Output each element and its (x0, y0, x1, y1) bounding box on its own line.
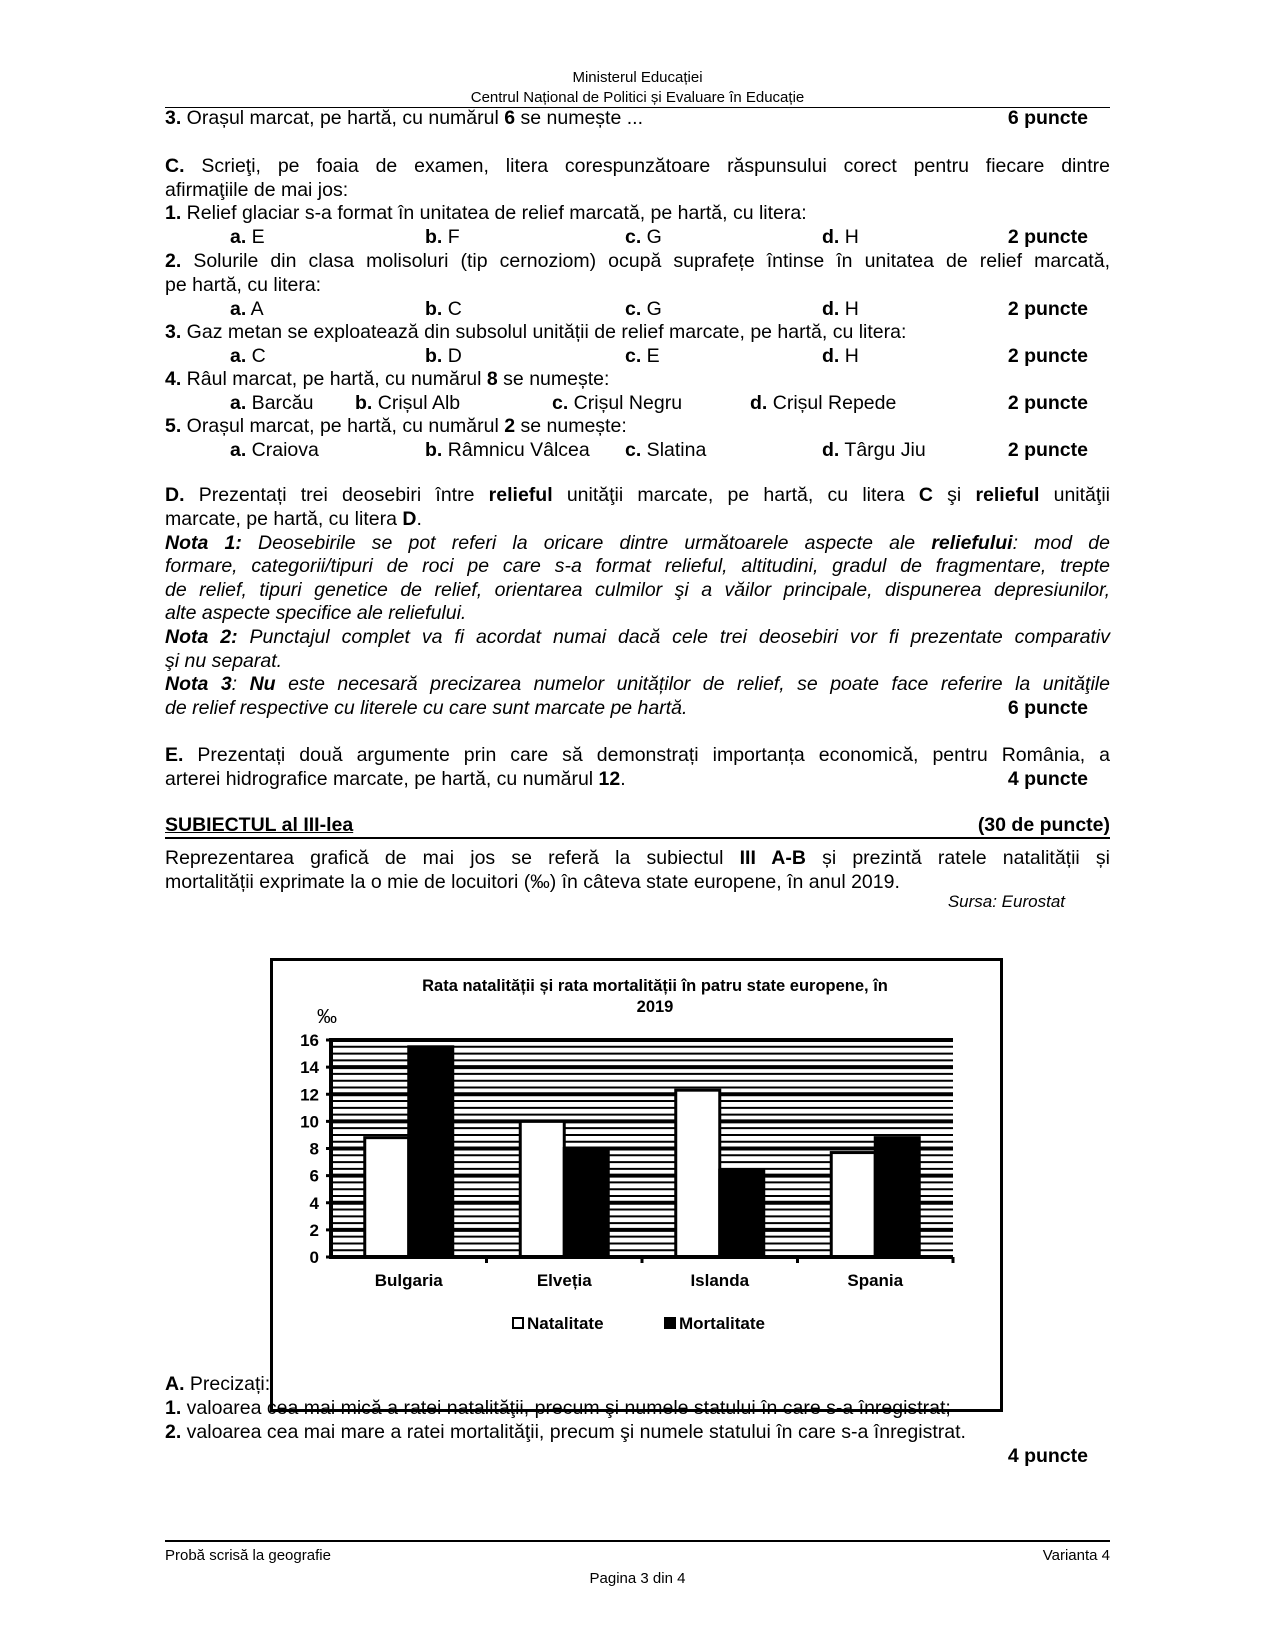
option-d: d. Crișul Repede (750, 392, 897, 414)
option-d: d. Târgu Jiu (822, 439, 926, 461)
option-d: d. H (822, 226, 859, 248)
section-d-task: D. Prezentați trei deosebiri între relieful unităţii marcate, pe hartă, cu litera C şi relieful unităţii (165, 484, 1110, 506)
x-tick-label: Islanda (690, 1271, 750, 1290)
y-tick-label: 8 (309, 1139, 319, 1159)
section-d-task-line2: marcate, pe hartă, cu litera D. (165, 508, 422, 530)
chart-frame (270, 958, 1003, 1412)
points: 4 puncte (1007, 1445, 1088, 1467)
bar-mortalitate-bulgaria (409, 1047, 453, 1257)
chart-title-line2: 2019 (636, 998, 674, 1016)
points: 6 puncte (1007, 697, 1088, 719)
nota-3: Nota 3: Nu este necesară precizarea numelor unităților de relief, se poate face referire la unităţile (165, 673, 1110, 695)
option-c: c. G (625, 298, 662, 320)
points: 2 puncte (1007, 226, 1088, 248)
header-ministry: Ministerul Educației (572, 69, 703, 86)
option-b: b. F (425, 226, 460, 248)
header-center: Centrul Național de Politici și Evaluare în Educație (470, 89, 805, 106)
question-a3-1: 1. valoarea cea mai mică a ratei natalităţii, precum şi numele statului în care s-a înregistrat; (165, 1397, 951, 1419)
footer-left: Probă scrisă la geografie (165, 1547, 331, 1564)
option-a: a. Barcău (230, 392, 314, 414)
legend-label-mortalitate: Mortalitate (679, 1314, 765, 1333)
legend-swatch-natalitate (513, 1318, 523, 1328)
y-tick-label: 0 (309, 1248, 319, 1267)
option-d: d. H (822, 298, 859, 320)
points: 2 puncte (1007, 439, 1088, 461)
nota-1-line4: alte aspecte specifice ale reliefului. (165, 602, 467, 624)
question-c4: 4. Râul marcat, pe hartă, cu numărul 8 se numește: (165, 368, 610, 390)
question-c2: 2. Solurile din clasa molisoluri (tip cernoziom) ocupă suprafețe întinse în unitatea de relief marcată, (165, 250, 1110, 272)
option-a: a. E (230, 226, 265, 248)
points: 2 puncte (1007, 345, 1088, 367)
bar-chart (273, 961, 1000, 1409)
option-c: c. Slatina (625, 439, 707, 461)
question-c1: 1. Relief glaciar s-a format în unitatea de relief marcată, pe hartă, cu litera: (165, 202, 807, 224)
y-tick-label: 16 (300, 1031, 319, 1050)
option-a: a. Craiova (230, 439, 319, 461)
y-tick-label: 6 (309, 1166, 319, 1186)
nota-1-line2: formare, categorii/tipuri de roci pe care s-a format relieful, altitudini, gradul de fragmentare, trepte (165, 555, 1110, 577)
y-tick-label: 2 (309, 1220, 319, 1240)
section-c-intro-line2: afirmaţiile de mai jos: (165, 179, 349, 201)
bar-natalitate-islanda (676, 1090, 720, 1257)
section-a3-label: A. Precizați: (165, 1373, 271, 1395)
question-c5: 5. Orașul marcat, pe hartă, cu numărul 2 se numește: (165, 415, 627, 437)
legend-swatch-mortalitate (665, 1318, 675, 1328)
bar-mortalitate-islanda (720, 1170, 764, 1257)
footer-rule (165, 1540, 1110, 1542)
nota-2: Nota 2: Punctajul complet va fi acordat numai dacă cele trei deosebiri vor fi prezentate comparativ (165, 626, 1110, 648)
subject-3-intro-line2: mortalității exprimate la o mie de locuitori (‰) în câteva state europene, în anul 2019. (165, 871, 900, 893)
subject-3-points: (30 de puncte) (977, 814, 1110, 836)
question-c3: 3. Gaz metan se exploatează din subsolul unității de relief marcate, pe hartă, cu litera: (165, 321, 907, 343)
option-c: c. Crișul Negru (552, 392, 683, 414)
option-b: b. D (425, 345, 462, 367)
points: 4 puncte (1007, 768, 1088, 790)
section-e-task-line2: arterei hidrografice marcate, pe hartă, cu numărul 12. 4 puncte (165, 768, 1088, 790)
question-c2-line2: pe hartă, cu litera: (165, 274, 322, 296)
subject-3-intro: Reprezentarea grafică de mai jos se referă la subiectul III A-B și prezintă ratele natalității și (165, 847, 1110, 869)
nota-3-line2: de relief respective cu literele cu care sunt marcate pe hartă. 6 puncte (165, 697, 1088, 719)
subject-3-heading: SUBIECTUL al III-lea (30 de puncte) (165, 813, 1110, 839)
x-tick-label: Bulgaria (374, 1271, 443, 1290)
option-a: a. C (230, 345, 266, 367)
y-tick-label: 4 (309, 1193, 319, 1213)
footer-right: Varianta 4 (1042, 1547, 1110, 1564)
points: 2 puncte (1007, 392, 1088, 414)
legend-label-natalitate: Natalitate (527, 1314, 604, 1333)
bar-mortalitate-spania (875, 1138, 919, 1257)
nota-1-line3: de relief, tipuri genetice de relief, orientarea culmilor şi a văilor principale, dispunerea depresiunilor, (165, 579, 1110, 601)
nota-1: Nota 1: Deosebirile se pot referi la oricare dintre următoarele aspecte ale reliefului: mod de (165, 532, 1110, 554)
option-c: c. E (625, 345, 660, 367)
question-a3-2: 2. valoarea cea mai mare a ratei mortalităţii, precum şi numele statului în care s-a înregistrat. (165, 1421, 966, 1443)
section-e-task: E. Prezentați două argumente prin care să demonstrați importanța economică, pentru România, a (165, 744, 1110, 766)
section-c-intro: C. Scrieţi, pe foaia de examen, litera corespunzătoare răspunsului corect pentru fiecare dintre (165, 155, 1110, 177)
question-b3: 3. Orașul marcat, pe hartă, cu numărul 6 se numește ... 6 puncte (165, 107, 1088, 129)
bar-natalitate-elveția (520, 1121, 564, 1257)
y-axis-unit: ‰ (317, 1006, 337, 1028)
nota-2-line2: şi nu separat. (165, 650, 283, 672)
page-number: Pagina 3 din 4 (589, 1570, 686, 1587)
option-d: d. H (822, 345, 859, 367)
option-b: b. Crișul Alb (355, 392, 461, 414)
option-c: c. G (625, 226, 662, 248)
option-b: b. Râmnicu Vâlcea (425, 439, 590, 461)
bar-mortalitate-elveția (564, 1149, 608, 1258)
y-tick-label: 14 (300, 1058, 319, 1078)
points: 6 puncte (1007, 107, 1088, 129)
bar-natalitate-bulgaria (365, 1138, 409, 1257)
option-a: a. A (230, 298, 264, 320)
x-tick-label: Spania (847, 1271, 904, 1290)
bar-natalitate-spania (831, 1153, 875, 1257)
chart-title-line1: Rata natalității și rata mortalității în patru state europene, în (422, 977, 888, 995)
option-b: b. C (425, 298, 462, 320)
y-tick-label: 12 (300, 1085, 319, 1105)
chart-source: Sursa: Eurostat (947, 892, 1065, 911)
x-tick-label: Elveția (536, 1271, 592, 1290)
points: 2 puncte (1007, 298, 1088, 320)
y-tick-label: 10 (300, 1112, 319, 1132)
